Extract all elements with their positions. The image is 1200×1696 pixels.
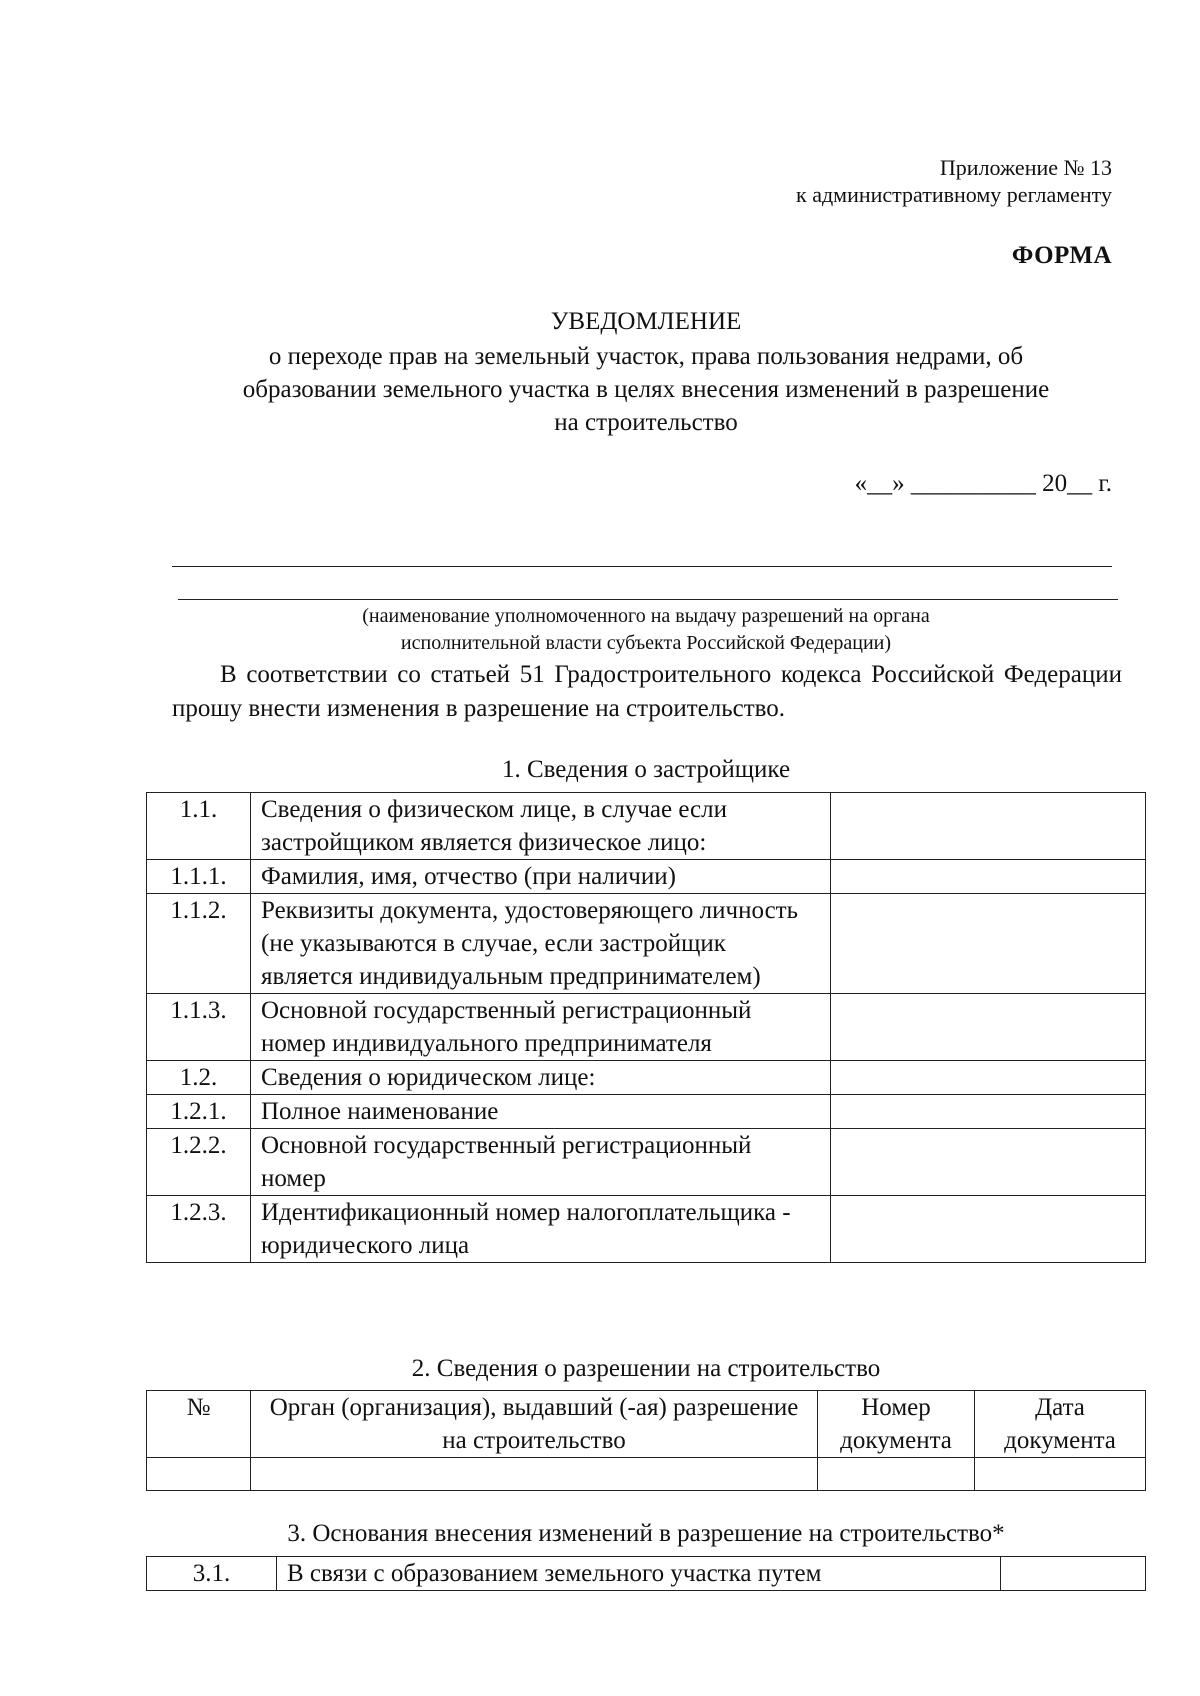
caption-line: исполнительной власти субъекта Российской Федерации)	[400, 632, 892, 654]
row-number: 1.1.3.	[147, 994, 251, 1061]
row-value-cell[interactable]	[831, 1129, 1146, 1196]
authority-name-line[interactable]	[172, 566, 1112, 567]
date-field[interactable]: «__» __________ 20__ г.	[854, 470, 1112, 497]
table-row	[147, 793, 1146, 860]
form-label: ФОРМА	[1011, 242, 1112, 269]
subtitle-line: о переходе прав на земельный участок, права пользования недрами, об	[268, 343, 1024, 370]
row-label: Фамилия, имя, отчество (при наличии)	[251, 860, 831, 894]
row-number: 1.1.	[147, 793, 251, 860]
table-row	[147, 994, 1146, 1061]
row-value-cell[interactable]	[831, 1061, 1146, 1095]
row-number: 1.2.1.	[147, 1095, 251, 1129]
row-label: Сведения о юридическом лице:	[251, 1061, 831, 1095]
table-row	[147, 1458, 1146, 1491]
row-label: Полное наименование	[251, 1095, 831, 1129]
authority-caption	[146, 603, 1146, 657]
row-value-cell[interactable]	[831, 1095, 1146, 1129]
request-paragraph: В соответствии со статьей 51 Градостроительного кодекса Российской Федерации прошу внести изменения в разрешение на строительство.	[172, 661, 1122, 722]
table-row	[147, 1557, 1146, 1591]
row-number: 3.1.	[147, 1557, 277, 1591]
table-row	[147, 894, 1146, 994]
section-title-developer: 1. Сведения о застройщике	[501, 756, 791, 783]
header-doc-number: Номер документа	[818, 1391, 975, 1458]
permit-doc-date-cell[interactable]	[975, 1458, 1146, 1491]
section-title-permit: 2. Сведения о разрешении на строительство	[411, 1355, 881, 1382]
permit-doc-number-cell[interactable]	[818, 1458, 975, 1491]
appendix-reference	[796, 154, 1112, 208]
table-row	[147, 1129, 1146, 1196]
caption-line: (наименование уполномоченного на выдачу разрешений на органа	[362, 605, 930, 627]
authority-name-line-2[interactable]	[178, 599, 1118, 600]
developer-info-table	[146, 792, 1146, 1263]
subtitle-line: образовании земельного участка в целях внесения изменений в разрешение	[242, 376, 1050, 403]
table-row	[147, 1196, 1146, 1263]
header-authority: Орган (организация), выдавший (-ая) разрешение на строительство	[251, 1391, 818, 1458]
row-label: Основной государственный регистрационный номер индивидуального предпринимателя	[251, 994, 831, 1061]
row-number: 1.2.3.	[147, 1196, 251, 1263]
row-label: Сведения о физическом лице, в случае если застройщиком является физическое лицо:	[251, 793, 831, 860]
row-number: 1.2.2.	[147, 1129, 251, 1196]
permit-authority-cell[interactable]	[251, 1458, 818, 1491]
row-label: Идентификационный номер налогоплательщика - юридического лица	[251, 1196, 831, 1263]
row-value-cell[interactable]	[831, 994, 1146, 1061]
subtitle-line: на строительство	[554, 409, 738, 436]
row-label: Основной государственный регистрационный номер	[251, 1129, 831, 1196]
table-row	[147, 860, 1146, 894]
row-label: В связи с образованием земельного участка путем	[277, 1557, 1001, 1591]
row-value-cell[interactable]	[1001, 1557, 1146, 1591]
row-value-cell[interactable]	[831, 793, 1146, 860]
row-value-cell[interactable]	[831, 894, 1146, 994]
row-label: Реквизиты документа, удостоверяющего личность (не указываются в случае, если застройщик является индивидуальным предпринимателем)	[251, 894, 831, 994]
table-row	[147, 1095, 1146, 1129]
appendix-number: Приложение № 13	[939, 155, 1112, 180]
row-number: 1.1.2.	[147, 894, 251, 994]
permit-number-cell[interactable]	[147, 1458, 251, 1491]
header-number: №	[147, 1391, 251, 1458]
table-row	[147, 1061, 1146, 1095]
appendix-regulation: к административному регламенту	[796, 182, 1112, 207]
grounds-table	[146, 1556, 1146, 1591]
document-title: УВЕДОМЛЕНИЕ	[550, 308, 742, 335]
section-title-grounds: 3. Основания внесения изменений в разрешение на строительство*	[287, 1520, 1005, 1547]
table-header-row	[147, 1391, 1146, 1458]
row-value-cell[interactable]	[831, 860, 1146, 894]
permit-info-table	[146, 1390, 1146, 1491]
row-number: 1.2.	[147, 1061, 251, 1095]
document-subtitle	[146, 340, 1146, 439]
header-doc-date: Дата документа	[975, 1391, 1146, 1458]
row-value-cell[interactable]	[831, 1196, 1146, 1263]
row-number: 1.1.1.	[147, 860, 251, 894]
